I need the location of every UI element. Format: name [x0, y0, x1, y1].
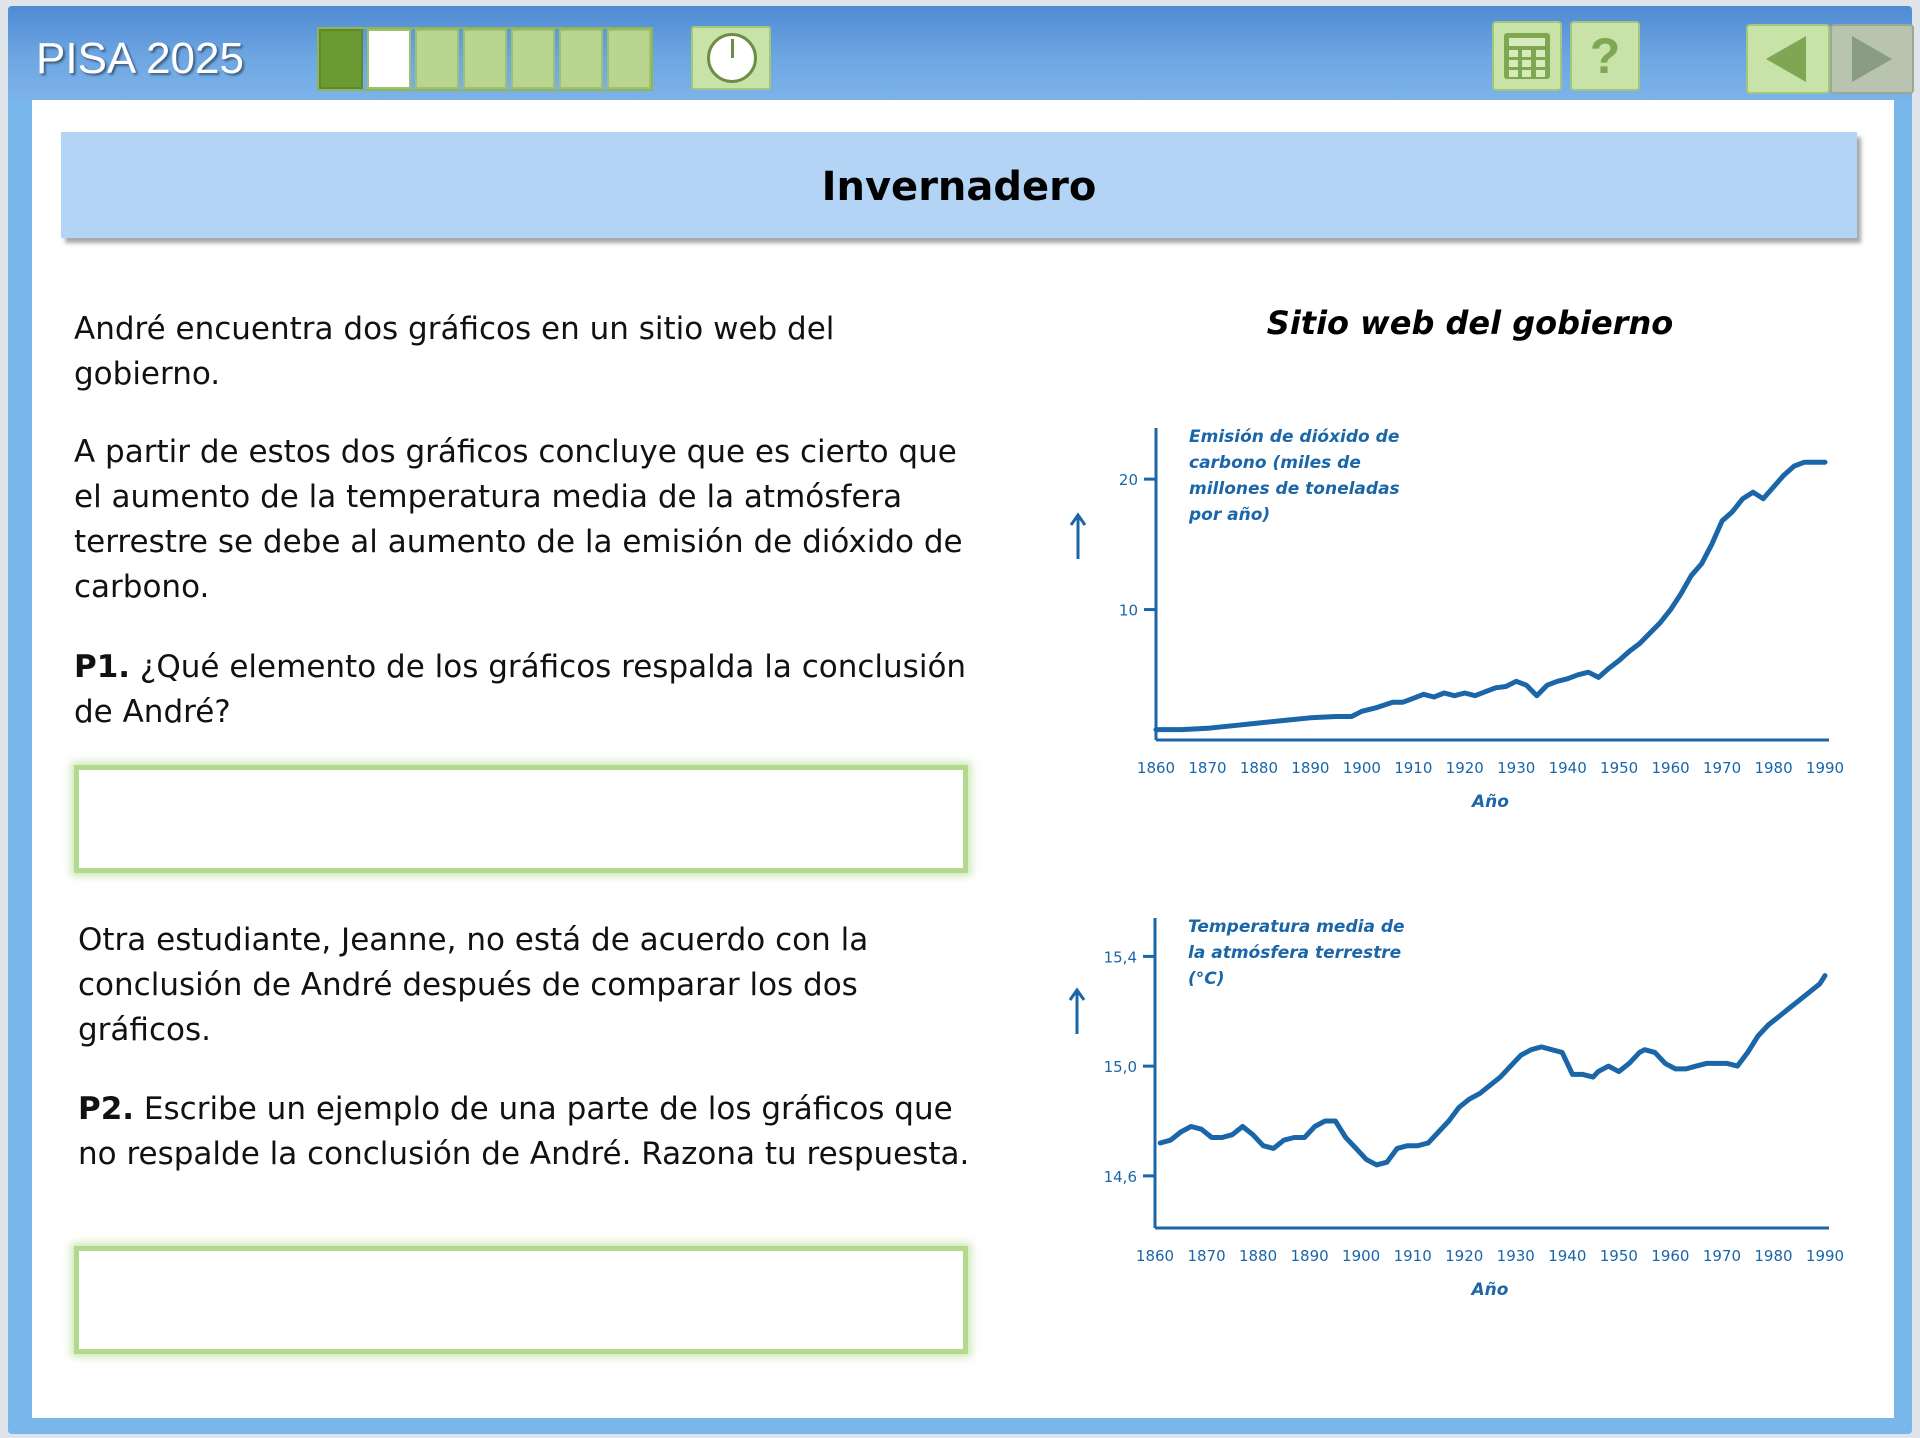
help-button[interactable]	[1570, 21, 1640, 91]
y-tick-label: 15,0	[1103, 1058, 1137, 1077]
x-tick-label: 1910	[1394, 759, 1433, 777]
co2-emissions-chart	[1040, 400, 1870, 820]
back-button[interactable]	[1746, 24, 1830, 94]
question-1-label: P1.	[74, 649, 131, 685]
calculator-button[interactable]	[1492, 21, 1562, 91]
x-tick-label: 1860	[1135, 1247, 1175, 1265]
x-tick-label: 1920	[1445, 759, 1484, 777]
x-tick-label: 1970	[1702, 759, 1742, 777]
progress-segment	[511, 29, 555, 89]
y-tick-label: 10	[1118, 601, 1138, 620]
chart-title-line: (°C)	[1188, 969, 1225, 989]
x-tick-label: 1880	[1239, 759, 1279, 777]
arrow-left-icon	[1766, 36, 1806, 82]
progress-indicator	[317, 27, 653, 91]
x-tick-label: 1950	[1600, 759, 1639, 777]
series-line	[1156, 462, 1825, 729]
brand-logo: PISA 2025	[36, 34, 244, 83]
unit-title: Invernadero	[821, 164, 1097, 210]
x-tick-label: 1870	[1188, 759, 1227, 777]
question-2-label: P2.	[78, 1091, 135, 1127]
x-tick-label: 1980	[1754, 1247, 1793, 1265]
x-tick-label: 1860	[1136, 759, 1176, 777]
intro-text: André encuentra dos gráficos en un sitio web del gobierno.	[74, 311, 835, 392]
x-axis-label: Año	[1472, 792, 1509, 812]
temperature-chart	[1040, 890, 1870, 1310]
question-2-text: Escribe un ejemplo de una parte de los gráficos que no respalde la conclusión de André. Razona tu respuesta.	[78, 1091, 970, 1172]
x-tick-label: 1960	[1651, 1247, 1690, 1265]
progress-segment	[463, 29, 507, 89]
arrow-right-icon	[1852, 36, 1892, 82]
answer-1-input[interactable]	[74, 765, 968, 873]
x-tick-label: 1970	[1702, 1247, 1742, 1265]
chart-title-line: carbono (miles de	[1189, 453, 1361, 473]
progress-segment-completed	[319, 29, 363, 89]
x-tick-label: 1890	[1290, 1247, 1329, 1265]
question-1-text: ¿Qué elemento de los gráficos respalda la conclusión de André?	[74, 649, 967, 730]
chart-title-line: por año)	[1189, 505, 1271, 525]
help-icon: ?	[1589, 28, 1621, 84]
x-tick-label: 1940	[1548, 759, 1587, 777]
x-tick-label: 1870	[1187, 1247, 1226, 1265]
x-axis-label: Año	[1471, 1280, 1509, 1300]
x-tick-label: 1900	[1342, 759, 1381, 777]
answer-2-input[interactable]	[74, 1246, 968, 1354]
progress-segment	[415, 29, 459, 89]
unit-title-banner	[61, 132, 1857, 238]
conclusion-text: A partir de estos dos gráficos concluye que es cierto que el aumento de la temperatura media de la atmósfera terrestre se debe al aumento de la emisión de dióxido de carbono.	[74, 434, 963, 605]
question-2	[78, 1087, 978, 1177]
x-tick-label: 1910	[1393, 1247, 1432, 1265]
timer-button[interactable]	[691, 26, 771, 90]
chart-title-line: Temperatura media de	[1188, 917, 1405, 937]
timer-icon	[707, 33, 757, 83]
next-button[interactable]	[1830, 24, 1914, 94]
x-tick-label: 1940	[1548, 1247, 1587, 1265]
y-tick-label: 20	[1118, 471, 1138, 490]
x-tick-label: 1960	[1651, 759, 1690, 777]
chart-title-line: Emisión de dióxido de	[1189, 427, 1400, 447]
x-tick-label: 1880	[1238, 1247, 1278, 1265]
chart-title-line: millones de toneladas	[1189, 479, 1400, 499]
x-tick-label: 1980	[1754, 759, 1793, 777]
progress-segment	[559, 29, 603, 89]
series-line	[1160, 976, 1825, 1165]
x-tick-label: 1950	[1599, 1247, 1638, 1265]
website-title: Sitio web del gobierno	[1266, 304, 1674, 342]
y-tick-label: 15,4	[1103, 948, 1137, 967]
progress-segment	[607, 29, 651, 89]
x-tick-label: 1930	[1497, 759, 1536, 777]
progress-segment-current	[367, 29, 411, 89]
x-tick-label: 1890	[1291, 759, 1330, 777]
x-tick-label: 1920	[1445, 1247, 1484, 1265]
x-tick-label: 1990	[1805, 759, 1845, 777]
calculator-icon	[1504, 33, 1550, 79]
x-tick-label: 1930	[1496, 1247, 1535, 1265]
jeanne-text: Otra estudiante, Jeanne, no está de acuerdo con la conclusión de André después de comparar los dos gráficos.	[78, 922, 869, 1048]
question-1	[74, 645, 974, 735]
x-tick-label: 1900	[1342, 1247, 1381, 1265]
x-tick-label: 1990	[1805, 1247, 1845, 1265]
chart-title-line: la atmósfera terrestre	[1188, 943, 1402, 963]
y-tick-label: 14,6	[1103, 1167, 1137, 1186]
